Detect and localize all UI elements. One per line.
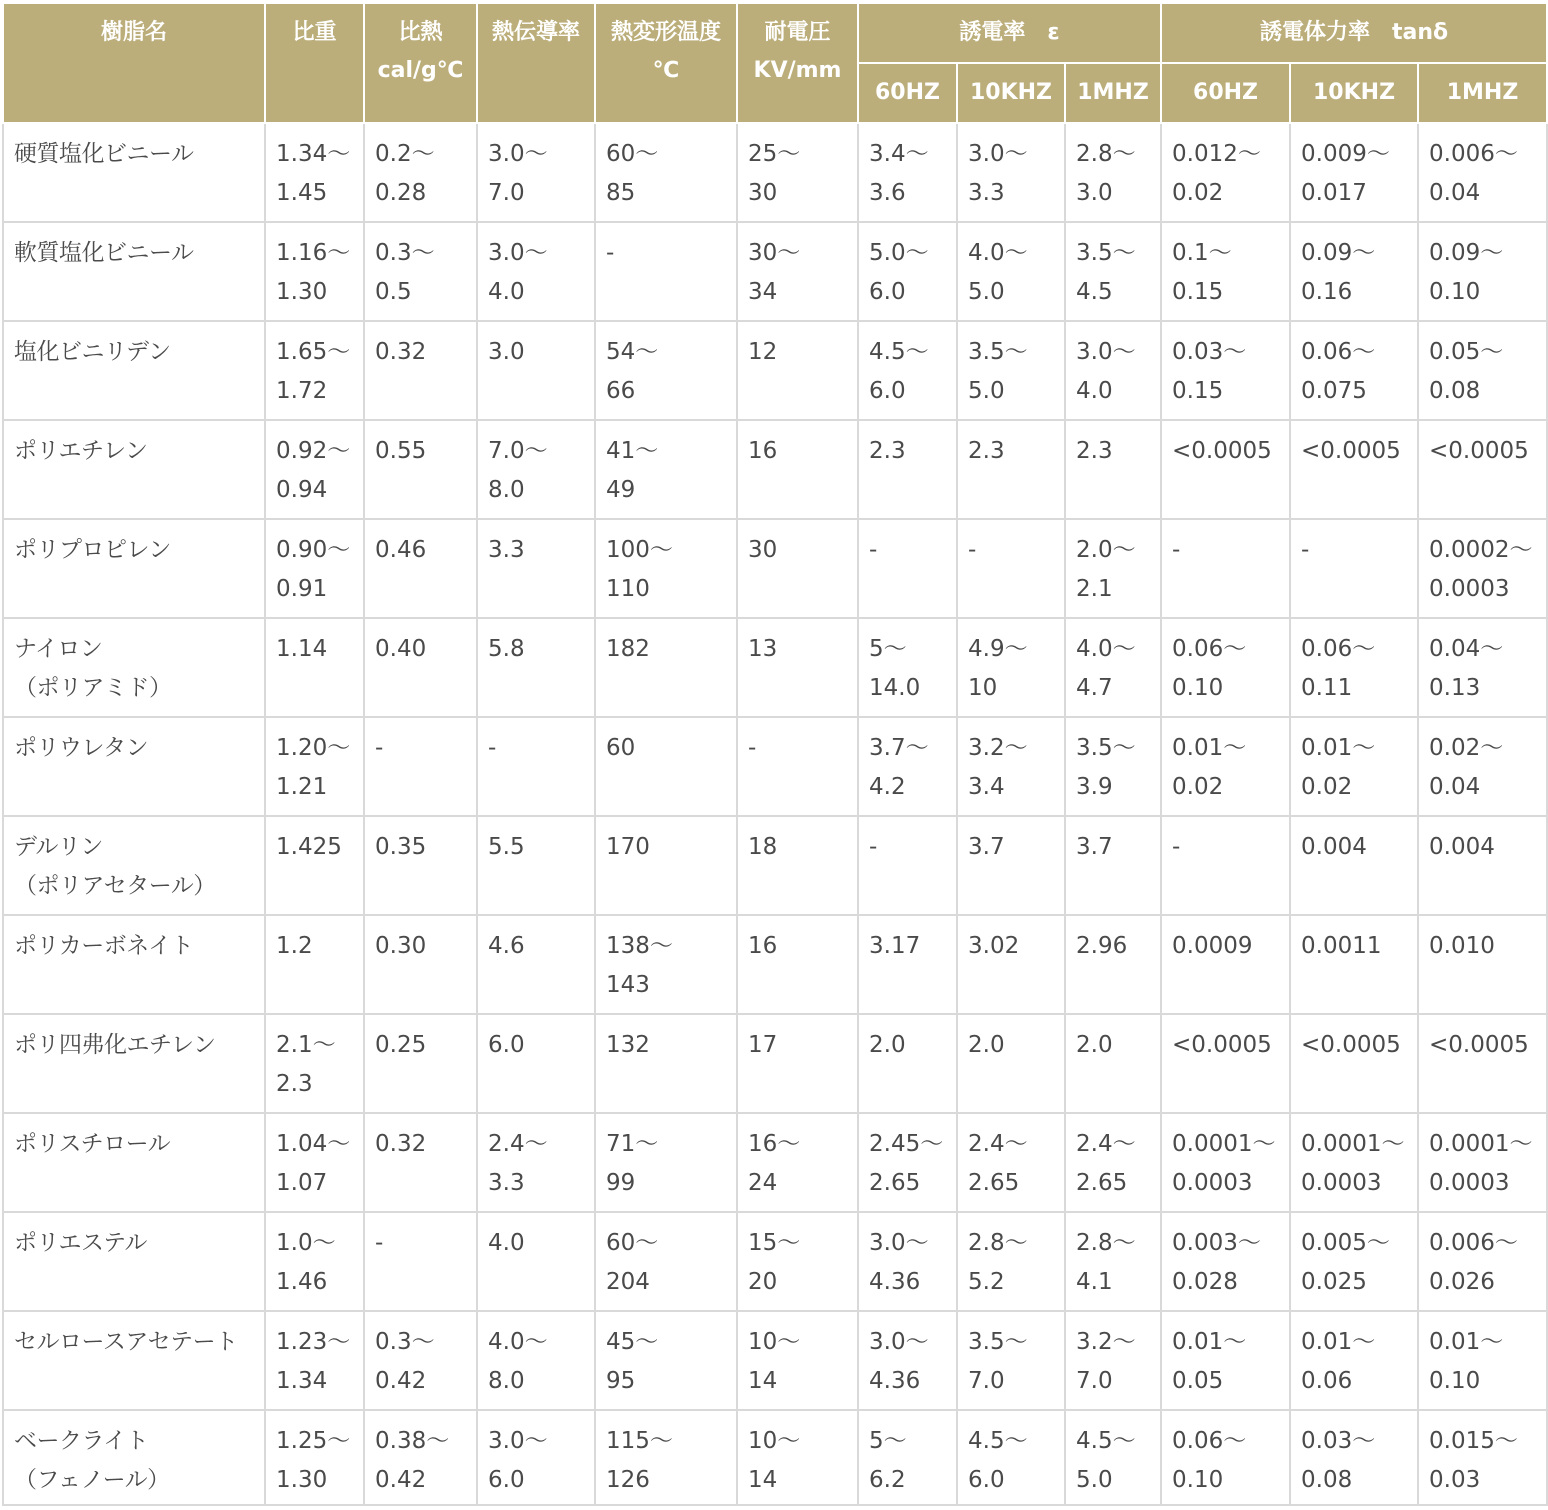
cell-dissipation-1mhz: <0.0005: [1418, 420, 1547, 519]
cell-dissipation-10khz: -: [1290, 519, 1418, 618]
cell-specific-gravity: 1.16～ 1.30: [265, 222, 364, 321]
cell-dielectric-strength: 25～ 30: [737, 123, 858, 222]
cell-dielectric-10khz: 4.5～ 6.0: [957, 1410, 1065, 1505]
cell-thermal-conductivity: 4.0～ 8.0: [477, 1311, 595, 1410]
table-row: [3, 1212, 1547, 1311]
cell-heat-deflection-temp: 182: [595, 618, 737, 717]
cell-dielectric-1mhz: 2.96: [1065, 915, 1161, 1014]
table-row: [3, 1311, 1547, 1410]
cell-resin-name: 軟質塩化ビニール: [3, 222, 265, 321]
cell-heat-deflection-temp: 100～ 110: [595, 519, 737, 618]
cell-dielectric-strength: 16: [737, 420, 858, 519]
cell-dielectric-1mhz: 3.5～ 3.9: [1065, 717, 1161, 816]
cell-specific-gravity: 1.65～ 1.72: [265, 321, 364, 420]
cell-dielectric-strength: 30～ 34: [737, 222, 858, 321]
table-row: [3, 717, 1547, 816]
cell-specific-gravity: 1.425: [265, 816, 364, 915]
cell-dielectric-60hz: 5～ 6.2: [858, 1410, 957, 1505]
header-thermal-conductivity: 熱伝導率: [477, 3, 595, 123]
cell-dissipation-60hz: 0.01～ 0.02: [1161, 717, 1290, 816]
cell-specific-gravity: 1.0～ 1.46: [265, 1212, 364, 1311]
cell-dielectric-60hz: 2.0: [858, 1014, 957, 1113]
table-row: [3, 420, 1547, 519]
cell-dissipation-60hz: 0.012～ 0.02: [1161, 123, 1290, 222]
cell-specific-gravity: 0.90～ 0.91: [265, 519, 364, 618]
cell-resin-name: 塩化ビニリデン: [3, 321, 265, 420]
cell-dissipation-10khz: 0.01～ 0.02: [1290, 717, 1418, 816]
table-row: [3, 222, 1547, 321]
cell-dielectric-strength: 15～ 20: [737, 1212, 858, 1311]
header-freq-60hz: 60HZ: [858, 63, 957, 123]
cell-dielectric-1mhz: 2.8～ 3.0: [1065, 123, 1161, 222]
cell-heat-deflection-temp: 138～ 143: [595, 915, 737, 1014]
cell-dielectric-60hz: 5～ 14.0: [858, 618, 957, 717]
cell-dielectric-60hz: -: [858, 816, 957, 915]
header-resin-name: 樹脂名: [3, 3, 265, 123]
cell-specific-gravity: 1.34～ 1.45: [265, 123, 364, 222]
cell-dissipation-10khz: 0.03～ 0.08: [1290, 1410, 1418, 1505]
header-dielectric-constant: 誘電率 ε: [858, 3, 1161, 63]
cell-dissipation-1mhz: 0.01～ 0.10: [1418, 1311, 1547, 1410]
cell-dielectric-strength: 16～ 24: [737, 1113, 858, 1212]
cell-dielectric-strength: 10～ 14: [737, 1311, 858, 1410]
header-freq-1mhz: 1MHZ: [1065, 63, 1161, 123]
cell-dissipation-60hz: 0.03～ 0.15: [1161, 321, 1290, 420]
cell-specific-gravity: 1.23～ 1.34: [265, 1311, 364, 1410]
cell-dielectric-strength: 16: [737, 915, 858, 1014]
cell-dielectric-strength: 12: [737, 321, 858, 420]
cell-dissipation-1mhz: 0.006～ 0.04: [1418, 123, 1547, 222]
cell-dissipation-10khz: <0.0005: [1290, 1014, 1418, 1113]
header-freq-10khz: 10KHZ: [1290, 63, 1418, 123]
cell-dielectric-1mhz: 2.8～ 4.1: [1065, 1212, 1161, 1311]
table-row: [3, 816, 1547, 915]
cell-dissipation-10khz: 0.06～ 0.11: [1290, 618, 1418, 717]
cell-dissipation-10khz: 0.0001～ 0.0003: [1290, 1113, 1418, 1212]
cell-dielectric-1mhz: 3.5～ 4.5: [1065, 222, 1161, 321]
cell-specific-heat: 0.55: [364, 420, 477, 519]
cell-specific-heat: 0.32: [364, 1113, 477, 1212]
cell-specific-heat: 0.3～ 0.5: [364, 222, 477, 321]
cell-dielectric-10khz: 3.02: [957, 915, 1065, 1014]
cell-thermal-conductivity: 5.8: [477, 618, 595, 717]
cell-heat-deflection-temp: 170: [595, 816, 737, 915]
cell-dielectric-10khz: 3.2～ 3.4: [957, 717, 1065, 816]
cell-thermal-conductivity: 6.0: [477, 1014, 595, 1113]
table-header: [3, 3, 1547, 123]
cell-dissipation-1mhz: 0.0002～ 0.0003: [1418, 519, 1547, 618]
cell-dielectric-strength: 18: [737, 816, 858, 915]
cell-heat-deflection-temp: 115～ 126: [595, 1410, 737, 1505]
cell-dissipation-60hz: 0.01～ 0.05: [1161, 1311, 1290, 1410]
cell-dielectric-60hz: 3.0～ 4.36: [858, 1311, 957, 1410]
cell-thermal-conductivity: 4.0: [477, 1212, 595, 1311]
cell-dielectric-strength: -: [737, 717, 858, 816]
cell-dissipation-60hz: -: [1161, 816, 1290, 915]
cell-resin-name: ポリプロピレン: [3, 519, 265, 618]
cell-dielectric-10khz: 2.0: [957, 1014, 1065, 1113]
cell-dissipation-60hz: 0.003～ 0.028: [1161, 1212, 1290, 1311]
cell-resin-name: ポリスチロール: [3, 1113, 265, 1212]
cell-dielectric-60hz: 3.0～ 4.36: [858, 1212, 957, 1311]
cell-specific-gravity: 0.92～ 0.94: [265, 420, 364, 519]
resin-properties-table: [2, 2, 1548, 1506]
cell-dielectric-60hz: 3.7～ 4.2: [858, 717, 957, 816]
cell-thermal-conductivity: 3.0～ 6.0: [477, 1410, 595, 1505]
cell-resin-name: 硬質塩化ビニール: [3, 123, 265, 222]
cell-heat-deflection-temp: 54～ 66: [595, 321, 737, 420]
cell-dissipation-60hz: 0.06～ 0.10: [1161, 618, 1290, 717]
cell-dielectric-1mhz: 4.5～ 5.0: [1065, 1410, 1161, 1505]
cell-resin-name: ポリカーボネイト: [3, 915, 265, 1014]
cell-dielectric-60hz: 5.0～ 6.0: [858, 222, 957, 321]
cell-thermal-conductivity: 3.3: [477, 519, 595, 618]
table-row: [3, 1113, 1547, 1212]
cell-thermal-conductivity: 5.5: [477, 816, 595, 915]
header-specific-gravity: 比重: [265, 3, 364, 123]
cell-specific-heat: 0.40: [364, 618, 477, 717]
cell-dissipation-10khz: <0.0005: [1290, 420, 1418, 519]
cell-dielectric-1mhz: 2.0～ 2.1: [1065, 519, 1161, 618]
cell-thermal-conductivity: -: [477, 717, 595, 816]
header-freq-1mhz: 1MHZ: [1418, 63, 1547, 123]
cell-thermal-conductivity: 3.0: [477, 321, 595, 420]
cell-dissipation-60hz: -: [1161, 519, 1290, 618]
cell-specific-heat: 0.46: [364, 519, 477, 618]
header-dissipation-factor: 誘電体力率 tanδ: [1161, 3, 1547, 63]
cell-resin-name: ポリエステル: [3, 1212, 265, 1311]
cell-specific-gravity: 1.04～ 1.07: [265, 1113, 364, 1212]
header-dielectric-strength: 耐電圧 KV/mm: [737, 3, 858, 123]
cell-dielectric-1mhz: 4.0～ 4.7: [1065, 618, 1161, 717]
cell-heat-deflection-temp: 60: [595, 717, 737, 816]
cell-dissipation-60hz: <0.0005: [1161, 420, 1290, 519]
cell-heat-deflection-temp: 45～ 95: [595, 1311, 737, 1410]
cell-dielectric-10khz: 3.5～ 5.0: [957, 321, 1065, 420]
cell-resin-name: ポリウレタン: [3, 717, 265, 816]
cell-thermal-conductivity: 3.0～ 4.0: [477, 222, 595, 321]
table-row: [3, 1410, 1547, 1505]
cell-specific-heat: 0.30: [364, 915, 477, 1014]
cell-dielectric-strength: 13: [737, 618, 858, 717]
cell-thermal-conductivity: 2.4～ 3.3: [477, 1113, 595, 1212]
cell-dielectric-10khz: 2.3: [957, 420, 1065, 519]
cell-dielectric-10khz: -: [957, 519, 1065, 618]
cell-specific-heat: 0.2～ 0.28: [364, 123, 477, 222]
cell-dielectric-60hz: 2.3: [858, 420, 957, 519]
cell-dielectric-10khz: 2.4～ 2.65: [957, 1113, 1065, 1212]
cell-resin-name: ナイロン （ポリアミド）: [3, 618, 265, 717]
cell-dielectric-10khz: 4.0～ 5.0: [957, 222, 1065, 321]
table-row: [3, 123, 1547, 222]
cell-heat-deflection-temp: 60～ 204: [595, 1212, 737, 1311]
cell-dissipation-60hz: 0.0001～ 0.0003: [1161, 1113, 1290, 1212]
cell-specific-heat: 0.35: [364, 816, 477, 915]
cell-dissipation-1mhz: 0.04～ 0.13: [1418, 618, 1547, 717]
cell-specific-heat: 0.38～ 0.42: [364, 1410, 477, 1505]
cell-dissipation-10khz: 0.005～ 0.025: [1290, 1212, 1418, 1311]
cell-dissipation-60hz: 0.06～ 0.10: [1161, 1410, 1290, 1505]
cell-dielectric-10khz: 4.9～ 10: [957, 618, 1065, 717]
cell-dielectric-10khz: 3.0～ 3.3: [957, 123, 1065, 222]
cell-dielectric-10khz: 3.7: [957, 816, 1065, 915]
cell-resin-name: ポリエチレン: [3, 420, 265, 519]
cell-heat-deflection-temp: 71～ 99: [595, 1113, 737, 1212]
cell-dielectric-strength: 30: [737, 519, 858, 618]
cell-dielectric-1mhz: 2.3: [1065, 420, 1161, 519]
cell-dissipation-10khz: 0.0011: [1290, 915, 1418, 1014]
cell-thermal-conductivity: 3.0～ 7.0: [477, 123, 595, 222]
cell-dielectric-10khz: 3.5～ 7.0: [957, 1311, 1065, 1410]
cell-specific-gravity: 1.2: [265, 915, 364, 1014]
header-row-main: [3, 3, 1547, 63]
cell-resin-name: ポリ四弗化エチレン: [3, 1014, 265, 1113]
cell-dissipation-1mhz: 0.015～ 0.03: [1418, 1410, 1547, 1505]
cell-resin-name: セルロースアセテート: [3, 1311, 265, 1410]
cell-specific-gravity: 1.14: [265, 618, 364, 717]
cell-dielectric-60hz: 3.4～ 3.6: [858, 123, 957, 222]
table-row: [3, 519, 1547, 618]
cell-dissipation-1mhz: 0.0001～ 0.0003: [1418, 1113, 1547, 1212]
cell-heat-deflection-temp: -: [595, 222, 737, 321]
cell-specific-heat: -: [364, 1212, 477, 1311]
cell-dielectric-10khz: 2.8～ 5.2: [957, 1212, 1065, 1311]
cell-resin-name: ベークライト （フェノール）: [3, 1410, 265, 1505]
cell-dissipation-60hz: 0.0009: [1161, 915, 1290, 1014]
cell-dielectric-1mhz: 3.2～ 7.0: [1065, 1311, 1161, 1410]
cell-dissipation-60hz: <0.0005: [1161, 1014, 1290, 1113]
cell-specific-heat: 0.3～ 0.42: [364, 1311, 477, 1410]
cell-specific-gravity: 2.1～ 2.3: [265, 1014, 364, 1113]
table-row: [3, 915, 1547, 1014]
cell-dielectric-strength: 17: [737, 1014, 858, 1113]
cell-dielectric-60hz: 4.5～ 6.0: [858, 321, 957, 420]
cell-dissipation-60hz: 0.1～ 0.15: [1161, 222, 1290, 321]
table-row: [3, 1014, 1547, 1113]
cell-dissipation-1mhz: <0.0005: [1418, 1014, 1547, 1113]
table-row: [3, 618, 1547, 717]
cell-specific-gravity: 1.20～ 1.21: [265, 717, 364, 816]
cell-dielectric-60hz: -: [858, 519, 957, 618]
cell-heat-deflection-temp: 60～ 85: [595, 123, 737, 222]
cell-resin-name: デルリン （ポリアセタール）: [3, 816, 265, 915]
cell-dissipation-1mhz: 0.05～ 0.08: [1418, 321, 1547, 420]
cell-specific-heat: 0.25: [364, 1014, 477, 1113]
header-freq-60hz: 60HZ: [1161, 63, 1290, 123]
cell-dissipation-10khz: 0.009～ 0.017: [1290, 123, 1418, 222]
cell-thermal-conductivity: 7.0～ 8.0: [477, 420, 595, 519]
cell-dissipation-1mhz: 0.09～ 0.10: [1418, 222, 1547, 321]
cell-dielectric-60hz: 3.17: [858, 915, 957, 1014]
cell-heat-deflection-temp: 41～ 49: [595, 420, 737, 519]
cell-heat-deflection-temp: 132: [595, 1014, 737, 1113]
header-freq-10khz: 10KHZ: [957, 63, 1065, 123]
cell-dissipation-10khz: 0.004: [1290, 816, 1418, 915]
cell-dielectric-60hz: 2.45～ 2.65: [858, 1113, 957, 1212]
cell-dielectric-1mhz: 3.7: [1065, 816, 1161, 915]
cell-dissipation-1mhz: 0.004: [1418, 816, 1547, 915]
header-specific-heat: 比熱 cal/g℃: [364, 3, 477, 123]
cell-dissipation-1mhz: 0.010: [1418, 915, 1547, 1014]
header-heat-deflection-temp: 熱変形温度 ℃: [595, 3, 737, 123]
cell-specific-gravity: 1.25～ 1.30: [265, 1410, 364, 1505]
cell-dielectric-1mhz: 2.4～ 2.65: [1065, 1113, 1161, 1212]
cell-dissipation-10khz: 0.06～ 0.075: [1290, 321, 1418, 420]
cell-specific-heat: -: [364, 717, 477, 816]
cell-dielectric-strength: 10～ 14: [737, 1410, 858, 1505]
table-row: [3, 321, 1547, 420]
cell-thermal-conductivity: 4.6: [477, 915, 595, 1014]
cell-dielectric-1mhz: 3.0～ 4.0: [1065, 321, 1161, 420]
cell-specific-heat: 0.32: [364, 321, 477, 420]
cell-dissipation-10khz: 0.01～ 0.06: [1290, 1311, 1418, 1410]
cell-dissipation-1mhz: 0.02～ 0.04: [1418, 717, 1547, 816]
cell-dielectric-1mhz: 2.0: [1065, 1014, 1161, 1113]
cell-dissipation-10khz: 0.09～ 0.16: [1290, 222, 1418, 321]
table-body: [3, 123, 1547, 1505]
cell-dissipation-1mhz: 0.006～ 0.026: [1418, 1212, 1547, 1311]
